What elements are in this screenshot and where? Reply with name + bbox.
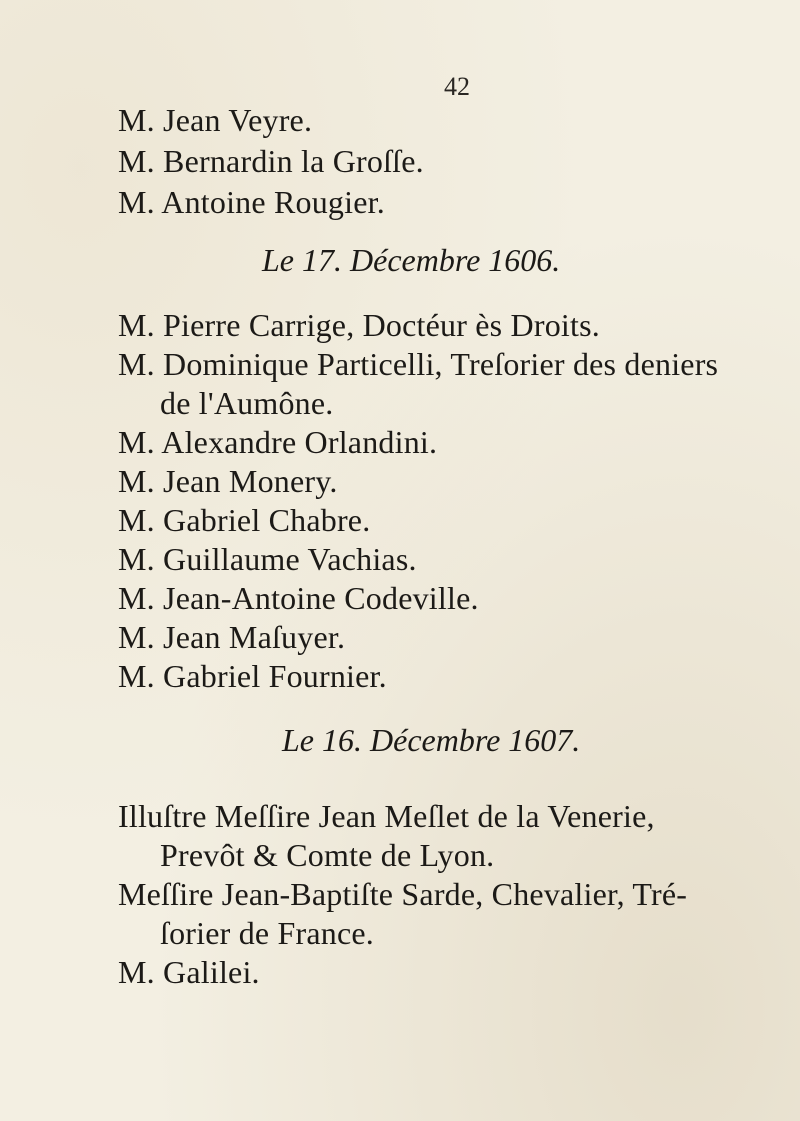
entry-line: M. Jean Monery. (118, 463, 338, 499)
entry-line: M. Guillaume Vachias. (118, 541, 417, 577)
entry-line: M. Jean-Antoine Codeville. (118, 580, 479, 616)
entry-line: Illuſtre Meſſire Jean Meſlet de la Venerie, (118, 798, 655, 834)
entry-line: M. Gabriel Fournier. (118, 658, 387, 694)
entry-line: M. Pierre Carrige, Doctéur ès Droits. (118, 307, 600, 343)
entry-line: ſorier de France. (160, 915, 374, 951)
entry-line: M. Bernardin la Groſſe. (118, 143, 424, 179)
date-heading: Le 17. Décembre 1606. (262, 242, 561, 278)
entry-line: M. Galilei. (118, 954, 260, 990)
entry-line: M. Antoine Rougier. (118, 184, 385, 220)
entry-line: M. Gabriel Chabre. (118, 502, 371, 538)
entry-line: M. Jean Veyre. (118, 102, 313, 138)
entry-line: M. Alexandre Orlandini. (118, 424, 438, 460)
entry-line: M. Dominique Particelli, Treſorier des deniers (118, 346, 719, 382)
date-heading: Le 16. Décembre 1607. (282, 722, 581, 758)
entry-line: de l'Aumône. (160, 385, 334, 421)
entry-line: Prevôt & Comte de Lyon. (160, 837, 495, 873)
page-number: 42 (444, 72, 470, 101)
entry-line: M. Jean Maſuyer. (118, 619, 346, 655)
entry-line: Meſſire Jean-Baptiſte Sarde, Chevalier, Tré- (118, 876, 688, 912)
